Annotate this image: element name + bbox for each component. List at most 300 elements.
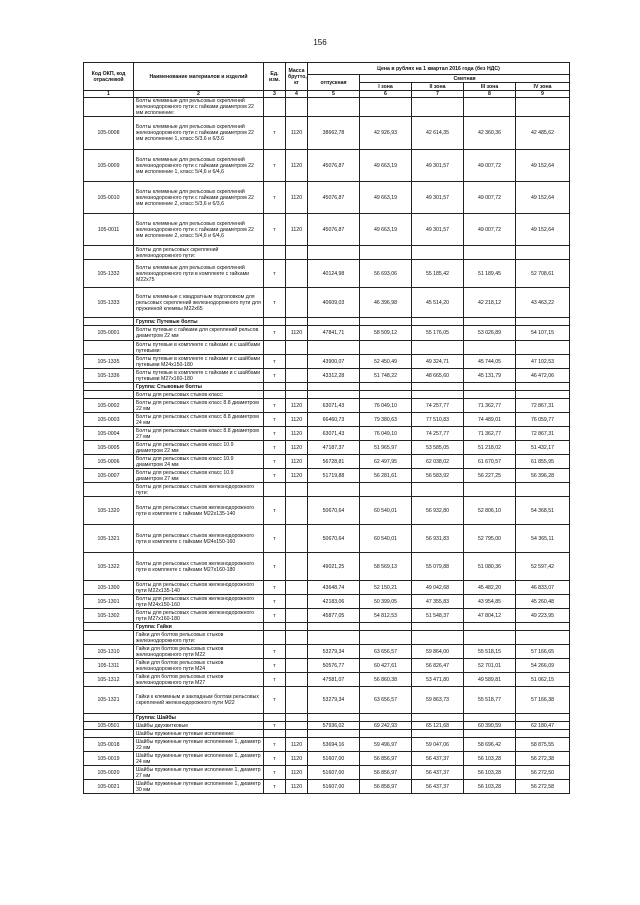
header-zone-4: IV зона xyxy=(516,83,570,91)
zone3-price-cell: 51 189,45 xyxy=(464,260,516,288)
zone3-price-cell: 51 080,36 xyxy=(464,553,516,581)
mass-cell: 1120 xyxy=(286,441,308,455)
mass-cell xyxy=(286,341,308,355)
table-row xyxy=(84,399,570,413)
zone3-price-cell: 49 007,72 xyxy=(464,182,516,214)
material-name-cell: Гайки для болтов рельсовых стыков железнодорожного пути М22 xyxy=(134,645,264,659)
okp-code-cell xyxy=(84,730,134,738)
release-price-cell: 40609,03 xyxy=(308,288,360,318)
unit-cell xyxy=(264,483,286,497)
zone4-price-cell: 51 432,17 xyxy=(516,441,570,455)
mass-cell xyxy=(286,581,308,595)
zone1-price-cell xyxy=(360,383,412,391)
table-row xyxy=(84,260,570,288)
zone1-price-cell: 50 399,05 xyxy=(360,595,412,609)
unit-cell: т xyxy=(264,497,286,525)
material-name-cell: Болты для рельсовых стыков класс 8.8 диаметром 24 мм xyxy=(134,413,264,427)
zone4-price-cell: 54 368,51 xyxy=(516,497,570,525)
zone1-price-cell: 60 540,01 xyxy=(360,525,412,553)
zone2-price-cell xyxy=(412,383,464,391)
table-row xyxy=(84,730,570,738)
unit-cell xyxy=(264,246,286,260)
mass-cell xyxy=(286,714,308,722)
material-name-cell: Болты для рельсовых стыков железнодорожного пути М24х150-160 xyxy=(134,595,264,609)
material-name-cell: Группа: Путевые болты xyxy=(134,318,264,326)
zone3-price-cell xyxy=(464,391,516,399)
material-name-cell: Шайбы пружинные путевые исполнение 1, диаметр 27 мм xyxy=(134,766,264,780)
material-name-cell: Болты для рельсовых стыков класс 10.9 диаметром 22 мм xyxy=(134,441,264,455)
release-price-cell: 45076,87 xyxy=(308,150,360,182)
unit-cell: т xyxy=(264,413,286,427)
table-row xyxy=(84,722,570,730)
material-name-cell: Болты для рельсовых стыков класс: xyxy=(134,391,264,399)
zone4-price-cell: 52 597,42 xyxy=(516,553,570,581)
mass-cell: 1120 xyxy=(286,427,308,441)
okp-code-cell: 105-1301 xyxy=(84,595,134,609)
table-row xyxy=(84,369,570,383)
okp-code-cell: 105-0007 xyxy=(84,469,134,483)
zone3-price-cell: 43 954,85 xyxy=(464,595,516,609)
table-row xyxy=(84,288,570,318)
material-name-cell: Болты для рельсовых стыков железнодорожного пути М27х160-180 xyxy=(134,609,264,623)
zone1-price-cell xyxy=(360,631,412,645)
zone2-price-cell: 45 514,20 xyxy=(412,288,464,318)
mass-cell xyxy=(286,609,308,623)
table-header xyxy=(84,63,570,98)
mass-cell: 1120 xyxy=(286,399,308,413)
zone1-price-cell: 49 663,19 xyxy=(360,150,412,182)
zone4-price-cell: 54 365,11 xyxy=(516,525,570,553)
header-price-group: Цена в рублях на 1 квартал 2016 года (без НДС) xyxy=(308,63,570,75)
table-row xyxy=(84,455,570,469)
zone2-price-cell: 56 931,83 xyxy=(412,525,464,553)
mass-cell: 1120 xyxy=(286,766,308,780)
okp-code-cell: 105-0018 xyxy=(84,738,134,752)
mass-cell xyxy=(286,318,308,326)
zone3-price-cell xyxy=(464,318,516,326)
zone4-price-cell xyxy=(516,383,570,391)
unit-cell: т xyxy=(264,399,286,413)
zone3-price-cell xyxy=(464,246,516,260)
zone1-price-cell: 42 926,93 xyxy=(360,117,412,150)
unit-cell: т xyxy=(264,369,286,383)
zone3-price-cell xyxy=(464,623,516,631)
zone2-price-cell: 48 665,60 xyxy=(412,369,464,383)
material-name-cell: Группа: Стыковые болты xyxy=(134,383,264,391)
zone1-price-cell xyxy=(360,98,412,117)
mass-cell xyxy=(286,260,308,288)
material-name-cell: Группа: Гайки xyxy=(134,623,264,631)
zone1-price-cell: 69 242,93 xyxy=(360,722,412,730)
unit-cell: т xyxy=(264,780,286,794)
mass-cell: 1120 xyxy=(286,326,308,341)
zone2-price-cell: 56 437,37 xyxy=(412,752,464,766)
zone1-price-cell: 54 812,53 xyxy=(360,609,412,623)
zone4-price-cell xyxy=(516,483,570,497)
zone4-price-cell xyxy=(516,318,570,326)
table-row xyxy=(84,483,570,497)
zone1-price-cell xyxy=(360,246,412,260)
zone4-price-cell: 61 855,95 xyxy=(516,455,570,469)
zone4-price-cell xyxy=(516,341,570,355)
release-price-cell: 47841,71 xyxy=(308,326,360,341)
okp-code-cell: 105-0019 xyxy=(84,752,134,766)
table-row xyxy=(84,326,570,341)
zone4-price-cell: 56 272,50 xyxy=(516,766,570,780)
zone4-price-cell: 46 833,07 xyxy=(516,581,570,595)
release-price-cell: 53279,34 xyxy=(308,645,360,659)
zone2-price-cell: 77 510,83 xyxy=(412,413,464,427)
release-price-cell: 53279,34 xyxy=(308,687,360,714)
table-body xyxy=(84,98,570,794)
zone1-price-cell: 63 656,57 xyxy=(360,687,412,714)
okp-code-cell: 105-0020 xyxy=(84,766,134,780)
zone4-price-cell xyxy=(516,623,570,631)
mass-cell: 1120 xyxy=(286,150,308,182)
zone1-price-cell: 52 150,21 xyxy=(360,581,412,595)
zone4-price-cell xyxy=(516,98,570,117)
mass-cell xyxy=(286,595,308,609)
okp-code-cell: 105-1333 xyxy=(84,288,134,318)
zone3-price-cell: 55 518,77 xyxy=(464,687,516,714)
unit-cell: т xyxy=(264,738,286,752)
zone2-price-cell: 49 301,57 xyxy=(412,182,464,214)
material-name-cell: Болты путевые в комплекте с гайками и с шайбами путевыми: xyxy=(134,341,264,355)
mass-cell: 1120 xyxy=(286,455,308,469)
zone4-price-cell: 47 102,53 xyxy=(516,355,570,369)
mass-cell: 1120 xyxy=(286,469,308,483)
table-row xyxy=(84,687,570,714)
release-price-cell xyxy=(308,383,360,391)
mass-cell xyxy=(286,497,308,525)
okp-code-cell: 105-1322 xyxy=(84,553,134,581)
zone1-price-cell: 56 858,97 xyxy=(360,780,412,794)
release-price-cell: 50670,64 xyxy=(308,497,360,525)
zone2-price-cell xyxy=(412,631,464,645)
zone3-price-cell: 52 795,00 xyxy=(464,525,516,553)
zone2-price-cell: 55 176,05 xyxy=(412,326,464,341)
zone3-price-cell: 47 804,12 xyxy=(464,609,516,623)
zone1-price-cell: 58 509,12 xyxy=(360,326,412,341)
zone3-price-cell xyxy=(464,341,516,355)
table-row xyxy=(84,341,570,355)
table-row xyxy=(84,766,570,780)
page-number: 156 xyxy=(313,38,327,47)
zone4-price-cell: 56 272,38 xyxy=(516,752,570,766)
zone3-price-cell: 56 103,28 xyxy=(464,752,516,766)
unit-cell xyxy=(264,98,286,117)
zone4-price-cell: 56 396,28 xyxy=(516,469,570,483)
release-price-cell xyxy=(308,623,360,631)
zone4-price-cell: 49 152,64 xyxy=(516,182,570,214)
mass-cell xyxy=(286,98,308,117)
release-price-cell: 51607,00 xyxy=(308,780,360,794)
mass-cell xyxy=(286,722,308,730)
unit-cell: т xyxy=(264,117,286,150)
zone4-price-cell: 42 485,62 xyxy=(516,117,570,150)
material-name-cell: Гайки для болтов рельсовых стыков железнодорожного пути: xyxy=(134,631,264,645)
header-zone-1: I зона xyxy=(360,83,412,91)
material-name-cell: Болты клеммные для рельсовых скреплений железнодорожного пути в комплекте с гайками М22х75 xyxy=(134,260,264,288)
release-price-cell: 63071,43 xyxy=(308,399,360,413)
zone3-price-cell: 52 701,01 xyxy=(464,659,516,673)
mass-cell: 1120 xyxy=(286,413,308,427)
release-price-cell: 43900,07 xyxy=(308,355,360,369)
unit-cell: т xyxy=(264,427,286,441)
unit-cell xyxy=(264,623,286,631)
material-name-cell: Болты клеммные для рельсовых скреплений железнодорожного пути с гайками диаметром 22 мм исполнение 2, класс 5/4,6 и 6/4,6 xyxy=(134,214,264,246)
okp-code-cell: 105-1300 xyxy=(84,581,134,595)
okp-code-cell: 105-0003 xyxy=(84,413,134,427)
zone2-price-cell xyxy=(412,730,464,738)
column-number: 5 xyxy=(308,91,360,98)
table-row xyxy=(84,391,570,399)
unit-cell: т xyxy=(264,525,286,553)
column-number: 6 xyxy=(360,91,412,98)
release-price-cell: 50576,77 xyxy=(308,659,360,673)
okp-code-cell: 105-1302 xyxy=(84,609,134,623)
column-number-row xyxy=(84,91,570,98)
zone1-price-cell xyxy=(360,623,412,631)
table-row xyxy=(84,645,570,659)
release-price-cell xyxy=(308,318,360,326)
mass-cell xyxy=(286,288,308,318)
unit-cell xyxy=(264,631,286,645)
table-row xyxy=(84,98,570,117)
okp-code-cell xyxy=(84,623,134,631)
zone2-price-cell: 55 185,42 xyxy=(412,260,464,288)
material-name-cell: Болты для рельсовых стыков класс 8.8 диаметром 22 мм xyxy=(134,399,264,413)
unit-cell: т xyxy=(264,659,286,673)
zone3-price-cell xyxy=(464,483,516,497)
release-price-cell xyxy=(308,714,360,722)
okp-code-cell: 105-1321 xyxy=(84,525,134,553)
material-name-cell: Болты для рельсовых стыков железнодорожного пути в комплекте с гайками М22х135-140 xyxy=(134,497,264,525)
okp-code-cell xyxy=(84,714,134,722)
zone1-price-cell: 79 380,63 xyxy=(360,413,412,427)
material-name-cell: Шайбы пружинные путевые исполнение 1, диаметр 22 мм xyxy=(134,738,264,752)
zone2-price-cell: 49 301,57 xyxy=(412,150,464,182)
mass-cell xyxy=(286,553,308,581)
release-price-cell xyxy=(308,483,360,497)
material-name-cell: Болты для рельсовых стыков железнодорожного пути М22х135-140 xyxy=(134,581,264,595)
table-row xyxy=(84,595,570,609)
okp-code-cell: 105-0010 xyxy=(84,182,134,214)
zone2-price-cell: 56 437,37 xyxy=(412,766,464,780)
unit-cell: т xyxy=(264,553,286,581)
zone4-price-cell: 49 223,95 xyxy=(516,609,570,623)
release-price-cell: 53694,16 xyxy=(308,738,360,752)
table-row xyxy=(84,581,570,595)
mass-cell xyxy=(286,525,308,553)
zone4-price-cell: 62 180,47 xyxy=(516,722,570,730)
okp-code-cell: 105-1312 xyxy=(84,673,134,687)
material-name-cell: Болты для рельсовых стыков железнодорожного пути в комплекте с гайками М27х160-180 xyxy=(134,553,264,581)
zone3-price-cell: 52 806,10 xyxy=(464,497,516,525)
zone4-price-cell: 49 152,64 xyxy=(516,214,570,246)
material-name-cell: Болты клеммные с квадратным подголовком для рельсовых скреплений железнодорожного пути для пружинной клеммы М22х65 xyxy=(134,288,264,318)
release-price-cell: 38662,78 xyxy=(308,117,360,150)
zone1-price-cell xyxy=(360,714,412,722)
okp-code-cell: 105-0501 xyxy=(84,722,134,730)
mass-cell: 1120 xyxy=(286,752,308,766)
material-name-cell: Болты для рельсовых стыков железнодорожного пути в комплекте с гайками М24х150-160 xyxy=(134,525,264,553)
zone2-price-cell: 53 471,80 xyxy=(412,673,464,687)
zone4-price-cell: 45 260,48 xyxy=(516,595,570,609)
unit-cell: т xyxy=(264,645,286,659)
release-price-cell: 43312,28 xyxy=(308,369,360,383)
group-header-row xyxy=(84,383,570,391)
material-name-cell: Болты для рельсовых стыков класс 10.9 диаметром 24 мм xyxy=(134,455,264,469)
zone1-price-cell xyxy=(360,318,412,326)
zone4-price-cell: 56 272,58 xyxy=(516,780,570,794)
group-header-row xyxy=(84,623,570,631)
column-number: 9 xyxy=(516,91,570,98)
release-price-cell: 45877,05 xyxy=(308,609,360,623)
zone3-price-cell: 42 218,12 xyxy=(464,288,516,318)
zone2-price-cell: 47 355,83 xyxy=(412,595,464,609)
zone3-price-cell: 60 390,59 xyxy=(464,722,516,730)
zone4-price-cell: 72 867,31 xyxy=(516,399,570,413)
zone3-price-cell: 58 696,42 xyxy=(464,738,516,752)
table-row xyxy=(84,246,570,260)
table-row xyxy=(84,673,570,687)
release-price-cell: 49021,25 xyxy=(308,553,360,581)
release-price-cell xyxy=(308,391,360,399)
okp-code-cell: 105-1311 xyxy=(84,659,134,673)
unit-cell xyxy=(264,391,286,399)
okp-code-cell: 105-0001 xyxy=(84,326,134,341)
material-name-cell: Болты для рельсовых стыков железнодорожного пути: xyxy=(134,483,264,497)
okp-code-cell xyxy=(84,318,134,326)
zone4-price-cell xyxy=(516,246,570,260)
release-price-cell xyxy=(308,631,360,645)
mass-cell xyxy=(286,659,308,673)
material-name-cell: Болты для рельсовых стыков класс 8.8 диаметром 27 мм xyxy=(134,427,264,441)
zone3-price-cell: 56 227,25 xyxy=(464,469,516,483)
zone3-price-cell: 49 589,81 xyxy=(464,673,516,687)
table-row xyxy=(84,497,570,525)
column-number: 8 xyxy=(464,91,516,98)
mass-cell xyxy=(286,246,308,260)
zone3-price-cell xyxy=(464,714,516,722)
zone3-price-cell: 42 360,36 xyxy=(464,117,516,150)
mass-cell xyxy=(286,383,308,391)
zone1-price-cell: 62 497,95 xyxy=(360,455,412,469)
material-name-cell: Шайбы пружинные путевые исполнение 1, диаметр 30 мм xyxy=(134,780,264,794)
table-row xyxy=(84,469,570,483)
zone1-price-cell: 49 663,19 xyxy=(360,182,412,214)
header-name: Наименование материалов и изделий xyxy=(134,63,264,91)
zone4-price-cell: 43 463,22 xyxy=(516,288,570,318)
okp-code-cell: 105-0005 xyxy=(84,441,134,455)
zone4-price-cell: 57 166,38 xyxy=(516,687,570,714)
table-row xyxy=(84,117,570,150)
okp-code-cell: 105-0009 xyxy=(84,150,134,182)
zone2-price-cell: 49 042,68 xyxy=(412,581,464,595)
material-name-cell: Болты путевые с гайками для скреплений рельсов диаметром 22 мм xyxy=(134,326,264,341)
header-zone-2: II зона xyxy=(412,83,464,91)
release-price-cell: 63071,43 xyxy=(308,427,360,441)
mass-cell xyxy=(286,645,308,659)
okp-code-cell xyxy=(84,383,134,391)
zone2-price-cell xyxy=(412,318,464,326)
zone3-price-cell: 53 026,89 xyxy=(464,326,516,341)
table-row xyxy=(84,609,570,623)
zone2-price-cell xyxy=(412,341,464,355)
unit-cell xyxy=(264,730,286,738)
unit-cell xyxy=(264,318,286,326)
okp-code-cell: 105-1320 xyxy=(84,497,134,525)
header-mass: Масса брутто, кг xyxy=(286,63,308,91)
release-price-cell: 42183,06 xyxy=(308,595,360,609)
mass-cell xyxy=(286,369,308,383)
release-price-cell: 47187,37 xyxy=(308,441,360,455)
table-row xyxy=(84,659,570,673)
release-price-cell xyxy=(308,98,360,117)
table-row xyxy=(84,182,570,214)
material-name-cell: Болты клеммные для рельсовых скреплений железнодорожного пути с гайками диаметром 22 мм исполнение 2, класс 5/3,6 и 6/3,6 xyxy=(134,182,264,214)
zone4-price-cell: 52 708,61 xyxy=(516,260,570,288)
table-row xyxy=(84,441,570,455)
material-name-cell: Болты клеммные для рельсовых скреплений железнодорожного пути с гайками диаметром 22 мм исполнение 1, класс 5/3.6 и 6/3.6 xyxy=(134,117,264,150)
release-price-cell: 57936,02 xyxy=(308,722,360,730)
okp-code-cell: 105-0004 xyxy=(84,427,134,441)
material-name-cell: Болты путевые в комплекте с гайками и с шайбами путевыми М24х150-180 xyxy=(134,355,264,369)
unit-cell xyxy=(264,341,286,355)
okp-code-cell: 105-1336 xyxy=(84,369,134,383)
okp-code-cell: 105-0011 xyxy=(84,214,134,246)
zone3-price-cell: 71 362,77 xyxy=(464,427,516,441)
zone1-price-cell: 56 281,61 xyxy=(360,469,412,483)
zone4-price-cell: 54 266,09 xyxy=(516,659,570,673)
unit-cell: т xyxy=(264,595,286,609)
zone1-price-cell: 51 748,22 xyxy=(360,369,412,383)
column-number: 1 xyxy=(84,91,134,98)
zone2-price-cell: 56 437,37 xyxy=(412,780,464,794)
unit-cell: т xyxy=(264,766,286,780)
okp-code-cell xyxy=(84,98,134,117)
table-row xyxy=(84,525,570,553)
zone1-price-cell: 58 569,13 xyxy=(360,553,412,581)
unit-cell: т xyxy=(264,455,286,469)
unit-cell: т xyxy=(264,673,286,687)
header-zone-3: III зона xyxy=(464,83,516,91)
zone3-price-cell: 51 218,02 xyxy=(464,441,516,455)
zone1-price-cell: 56 856,97 xyxy=(360,766,412,780)
zone3-price-cell: 74 489,01 xyxy=(464,413,516,427)
zone1-price-cell: 59 496,97 xyxy=(360,738,412,752)
column-number: 7 xyxy=(412,91,464,98)
zone1-price-cell: 49 663,19 xyxy=(360,214,412,246)
unit-cell: т xyxy=(264,441,286,455)
mass-cell xyxy=(286,355,308,369)
zone2-price-cell: 59 047,06 xyxy=(412,738,464,752)
header-code: Код ОКП, код отраслевой xyxy=(84,63,134,91)
table-row xyxy=(84,214,570,246)
okp-code-cell: 105-0002 xyxy=(84,399,134,413)
unit-cell: т xyxy=(264,687,286,714)
table-row xyxy=(84,752,570,766)
material-name-cell: Группа: Шайбы xyxy=(134,714,264,722)
table-row xyxy=(84,738,570,752)
zone1-price-cell: 56 856,97 xyxy=(360,752,412,766)
mass-cell xyxy=(286,631,308,645)
zone2-price-cell: 56 932,80 xyxy=(412,497,464,525)
zone3-price-cell: 49 007,72 xyxy=(464,214,516,246)
unit-cell: т xyxy=(264,150,286,182)
unit-cell xyxy=(264,383,286,391)
